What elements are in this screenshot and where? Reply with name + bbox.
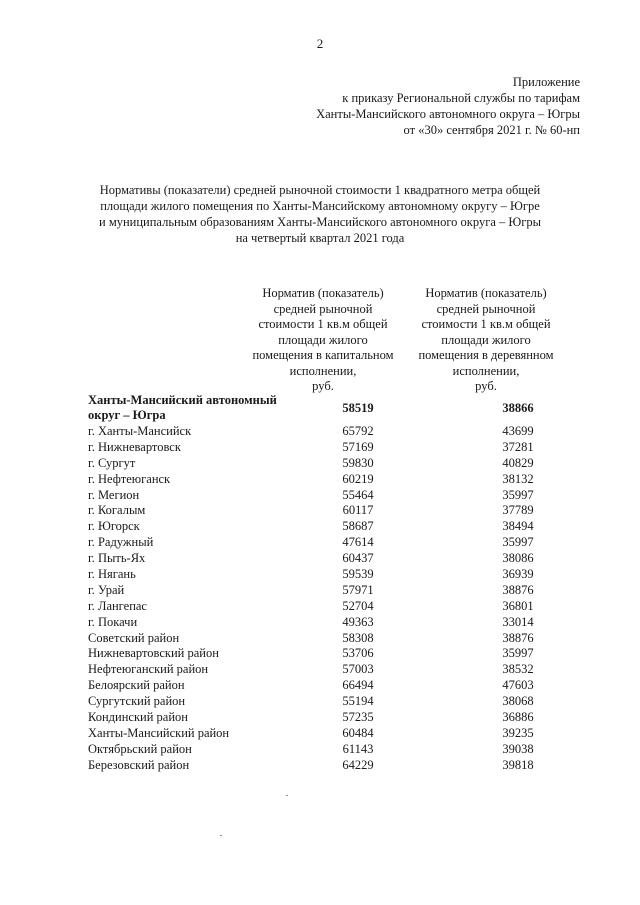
header-line: площади жилого (441, 332, 531, 347)
title-line: и муниципальным образованиям Ханты-Мансийского автономного округа – Югры (99, 215, 541, 229)
wooden-value: 37281 (502, 439, 534, 454)
wooden-value: 35997 (502, 646, 534, 661)
capital-value: 57003 (342, 662, 374, 677)
capital-value: 53706 (342, 646, 374, 661)
header-line: Норматив (показатель) (262, 286, 384, 300)
wooden-value: 47603 (502, 678, 534, 693)
capital-value: 47614 (342, 535, 374, 550)
appendix-line: к приказу Региональной службы по тарифам (342, 91, 580, 105)
wooden-value: 33014 (502, 614, 534, 629)
municipality-name: Советский район (88, 630, 180, 645)
capital-value: 60117 (342, 503, 374, 518)
municipality-name: Нефтеюганский район (88, 662, 209, 677)
capital-value: 60219 (342, 471, 374, 486)
table-row (88, 710, 588, 726)
capital-value: 57169 (342, 439, 374, 454)
header-line: руб. (312, 379, 334, 393)
wooden-value: 37789 (502, 503, 534, 518)
header-line: стоимости 1 кв.м общей (421, 317, 551, 331)
appendix-header (316, 74, 580, 138)
table-row (88, 758, 588, 774)
wooden-value: 36801 (502, 598, 534, 613)
municipality-name: г. Ханты-Мансийск (88, 424, 192, 438)
wooden-value: 39818 (502, 757, 534, 772)
header-line: помещения в деревянном (418, 348, 554, 362)
title-line: Нормативы (показатели) средней рыночной стоимости 1 квадратного метра общей (99, 183, 541, 197)
table-row (88, 631, 588, 647)
wooden-value: 38068 (502, 694, 534, 709)
municipality-name: г. Покачи (88, 614, 138, 629)
wooden-value: 38876 (502, 582, 534, 597)
municipality-name: г. Нефтеюганск (88, 471, 171, 486)
appendix-line: Приложение (512, 75, 580, 89)
table-row (88, 742, 588, 758)
column-header-wooden (411, 286, 561, 395)
wooden-value: 36939 (502, 567, 534, 582)
table-row (88, 599, 588, 615)
municipality-name: Октябрьский район (88, 741, 192, 756)
capital-value: 58687 (342, 519, 374, 534)
page-number: 2 (316, 36, 324, 51)
table-row (88, 567, 588, 583)
table-row (88, 456, 588, 472)
capital-value: 55464 (342, 487, 374, 502)
table-row (88, 678, 588, 694)
scan-speck (286, 795, 288, 796)
column-header-capital (248, 286, 398, 395)
municipality-name: Нижневартовский район (88, 646, 219, 661)
title-line: площади жилого помещения по Ханты-Мансийскому автономному округу – Югре (100, 199, 540, 213)
wooden-value: 38876 (502, 630, 534, 645)
header-line: стоимости 1 кв.м общей (258, 317, 388, 331)
wooden-value: 38132 (502, 471, 534, 486)
capital-value: 57235 (342, 710, 374, 725)
municipality-name: г. Сургут (88, 455, 136, 470)
municipality-name: Березовский район (88, 757, 190, 772)
capital-value: 49363 (342, 614, 374, 629)
capital-value: 58308 (342, 630, 374, 645)
municipality-name: Белоярский район (88, 678, 185, 693)
municipality-name: г. Нягань (88, 567, 136, 582)
municipality-name: г. Лангепас (88, 598, 147, 613)
municipality-name: г. Когалым (88, 503, 146, 518)
table-row (88, 615, 588, 631)
municipality-name: Сургутский район (88, 694, 186, 709)
norms-table (88, 392, 588, 774)
table-row (88, 662, 588, 678)
municipality-name: г. Югорск (88, 519, 140, 534)
capital-value: 60437 (342, 551, 374, 566)
table-row (88, 583, 588, 599)
wooden-value: 43699 (502, 424, 534, 438)
municipality-name: г. Нижневартовск (88, 439, 181, 454)
capital-value: 60484 (342, 725, 374, 740)
wooden-value: 35997 (502, 535, 534, 550)
header-line: средней рыночной (436, 301, 536, 316)
table-row-region (88, 392, 588, 424)
municipality-name: г. Урай (88, 582, 125, 597)
capital-value: 65792 (342, 424, 374, 438)
table-row (88, 694, 588, 710)
municipality-name: Ханты-Мансийский район (88, 725, 230, 740)
appendix-line: от «30» сентября 2021 г. № 60-нп (403, 123, 580, 137)
table-row (88, 424, 588, 440)
table-row (88, 488, 588, 504)
table-row (88, 726, 588, 742)
wooden-value: 39235 (502, 725, 534, 740)
region-wooden-value: 38866 (502, 400, 534, 415)
capital-value: 52704 (342, 598, 374, 613)
capital-value: 57971 (342, 582, 374, 597)
header-line: Норматив (показатель) (425, 286, 547, 300)
header-line: исполнении, (452, 363, 520, 378)
region-name: Ханты-Мансийский автономный округ – Югра (88, 393, 277, 422)
table-row (88, 535, 588, 551)
capital-value: 66494 (342, 678, 374, 693)
wooden-value: 38086 (502, 551, 534, 566)
scan-speck (220, 835, 222, 836)
wooden-value: 40829 (502, 455, 534, 470)
municipality-list (88, 424, 588, 774)
capital-value: 55194 (342, 694, 374, 709)
header-line: средней рыночной (273, 301, 373, 316)
municipality-name: г. Пыть-Ях (88, 551, 146, 566)
table-row (88, 519, 588, 535)
title-line: на четвертый квартал 2021 года (235, 231, 405, 245)
table-row (88, 503, 588, 519)
capital-value: 61143 (342, 741, 374, 756)
wooden-value: 35997 (502, 487, 534, 502)
header-line: помещения в капитальном (252, 348, 394, 362)
municipality-name: г. Радужный (88, 535, 154, 550)
header-line: исполнении, (289, 363, 357, 378)
wooden-value: 38494 (502, 519, 534, 534)
wooden-value: 38532 (502, 662, 534, 677)
table-row (88, 646, 588, 662)
wooden-value: 39038 (502, 741, 534, 756)
table-row (88, 440, 588, 456)
municipality-name: Кондинский район (88, 710, 188, 725)
document-title (40, 182, 600, 246)
table-row (88, 551, 588, 567)
header-line: площади жилого (278, 332, 368, 347)
appendix-line: Ханты-Мансийского автономного округа – Югры (316, 107, 580, 121)
region-capital-value: 58519 (342, 400, 374, 415)
capital-value: 59539 (342, 567, 374, 582)
municipality-name: г. Мегион (88, 487, 140, 502)
capital-value: 59830 (342, 455, 374, 470)
header-line: руб. (475, 379, 497, 393)
wooden-value: 36886 (502, 710, 534, 725)
capital-value: 64229 (342, 757, 374, 772)
table-row (88, 472, 588, 488)
